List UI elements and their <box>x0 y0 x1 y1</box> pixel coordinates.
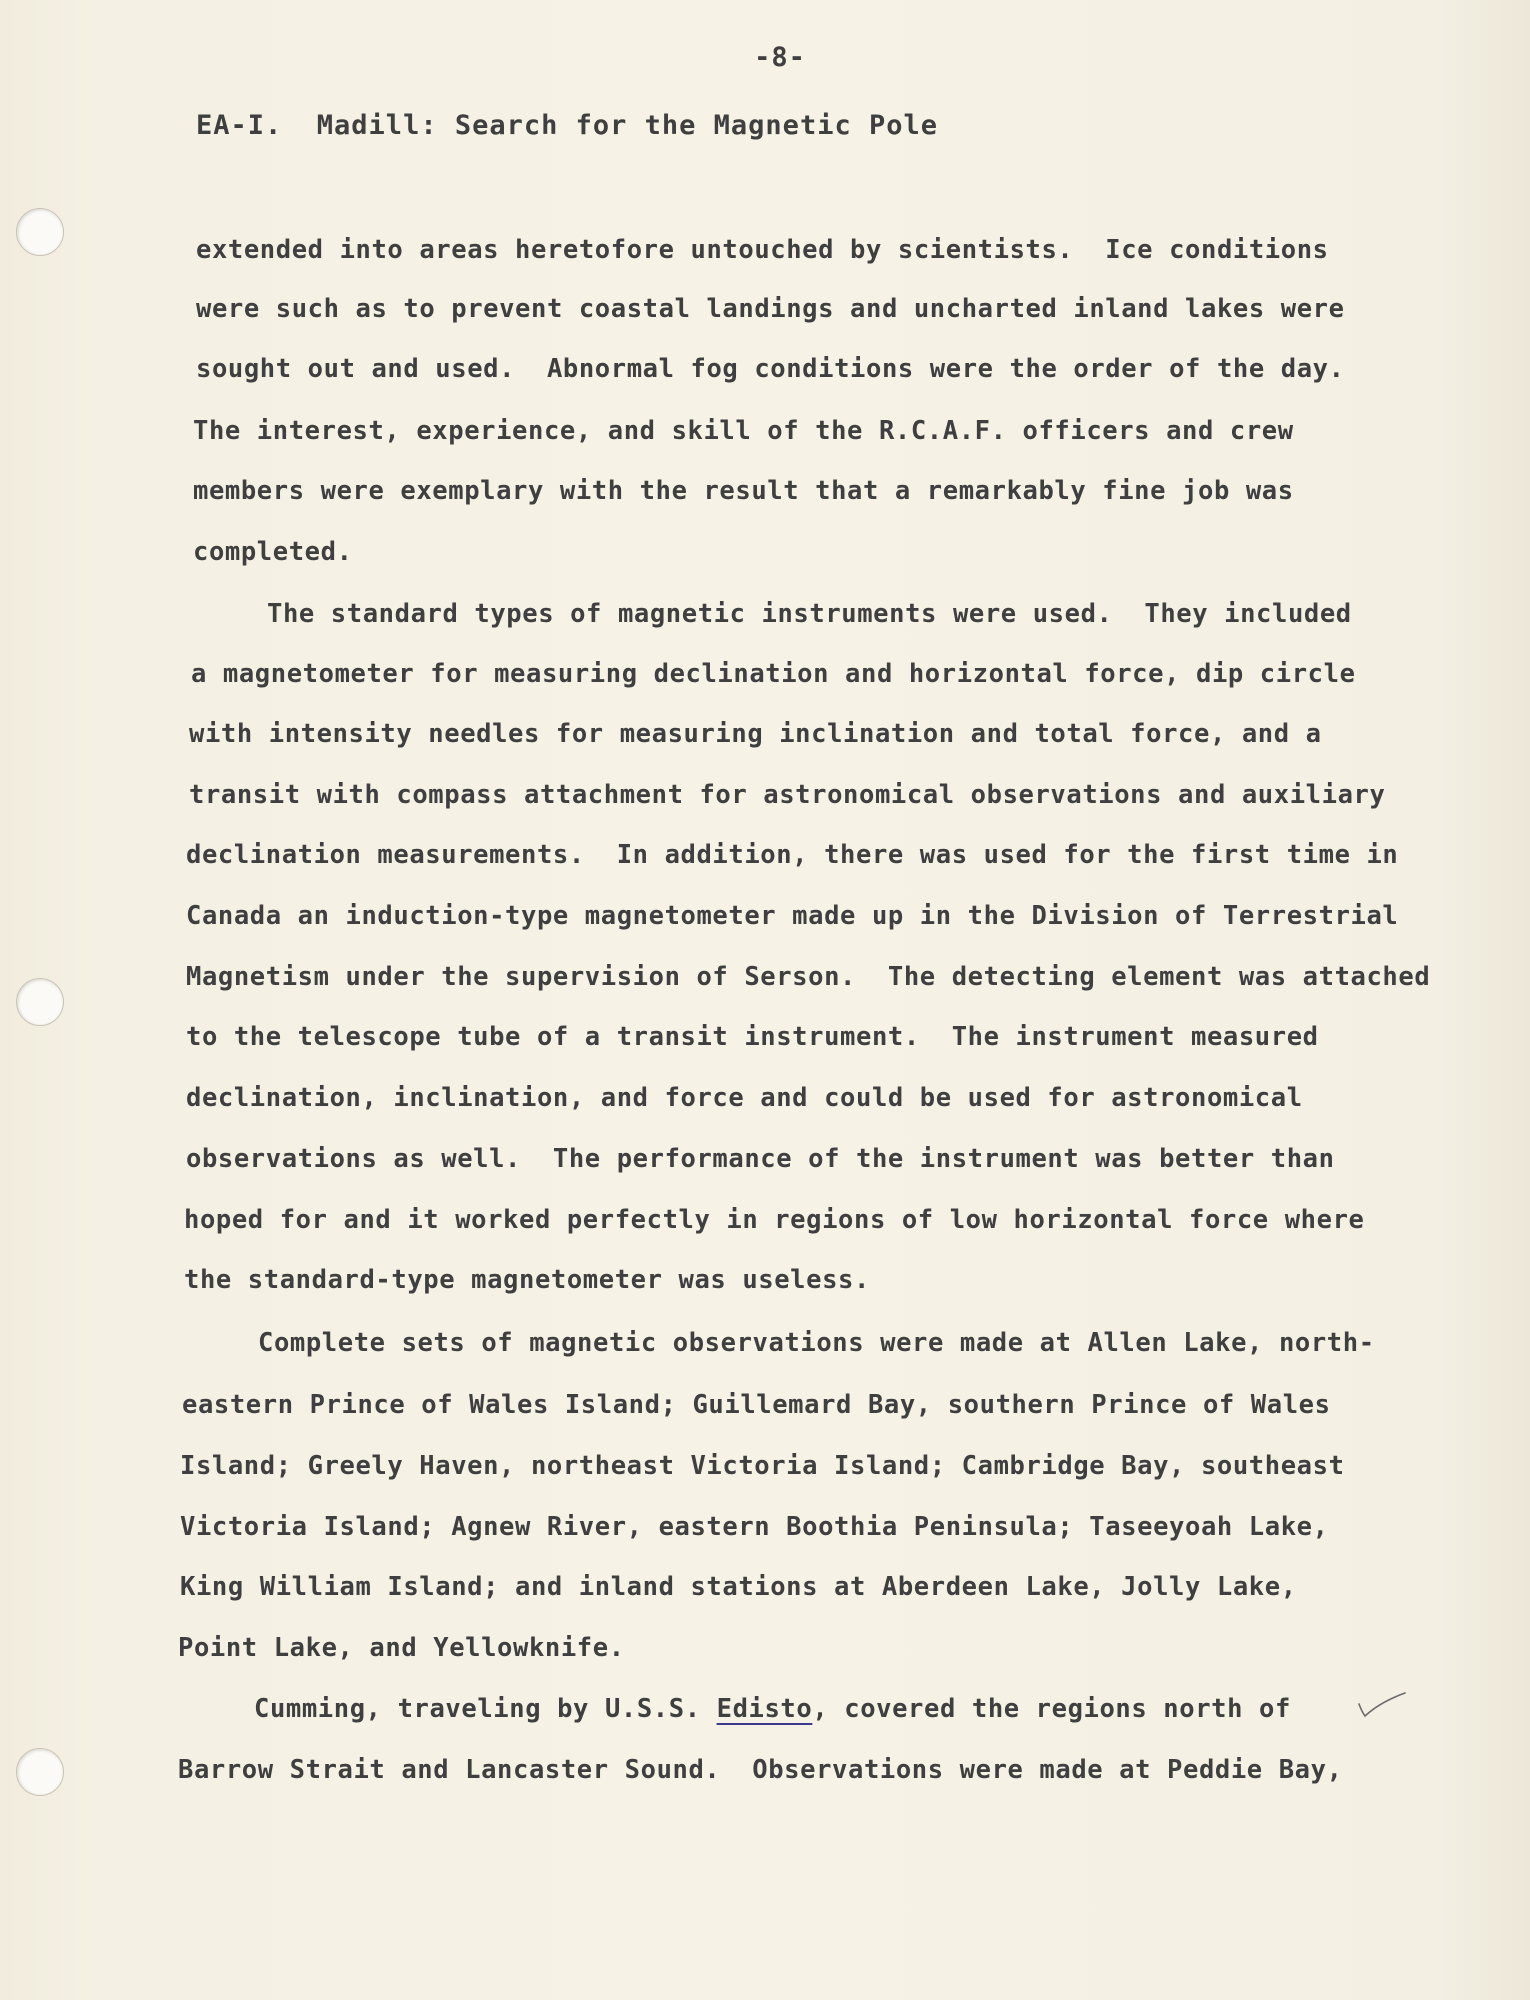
text-line: completed. <box>193 537 353 567</box>
text-line: The interest, experience, and skill of the R.C.A.F. officers and crew <box>193 416 1294 446</box>
text-line: The standard types of magnetic instruments were used. They included <box>267 599 1352 629</box>
text-line: observations as well. The performance of the instrument was better than <box>186 1144 1335 1174</box>
text-line: extended into areas heretofore untouched by scientists. Ice conditions <box>196 235 1329 265</box>
text-line: sought out and used. Abnormal fog conditions were the order of the day. <box>196 354 1345 384</box>
text-line: with intensity needles for measuring inclination and total force, and a <box>189 719 1322 749</box>
text-line: King William Island; and inland stations at Aberdeen Lake, Jolly Lake, <box>180 1572 1297 1602</box>
running-header: EA-I. Madill: Search for the Magnetic Pole <box>196 110 938 141</box>
text-line: eastern Prince of Wales Island; Guillemard Bay, southern Prince of Wales <box>182 1390 1331 1420</box>
text-line: Victoria Island; Agnew River, eastern Boothia Peninsula; Taseeyoah Lake, <box>180 1512 1329 1542</box>
binder-hole <box>16 978 64 1026</box>
text-fragment: Cumming, traveling by U.S.S. <box>254 1694 717 1724</box>
text-fragment: , covered the regions north of <box>812 1694 1291 1724</box>
text-line: to the telescope tube of a transit instrument. The instrument measured <box>186 1022 1319 1052</box>
page-number: -8- <box>754 42 806 73</box>
text-line: Magnetism under the supervision of Serson. The detecting element was attached <box>186 962 1431 992</box>
text-line: the standard-type magnetometer was useless. <box>184 1265 870 1295</box>
text-line: Point Lake, and Yellowknife. <box>178 1633 625 1663</box>
text-line: Island; Greely Haven, northeast Victoria Island; Cambridge Bay, southeast <box>180 1451 1345 1481</box>
text-line: Canada an induction-type magnetometer made up in the Division of Terrestrial <box>186 901 1399 931</box>
text-line: members were exemplary with the result that a remarkably fine job was <box>193 476 1294 506</box>
pencil-check-mark <box>1356 1690 1408 1720</box>
binder-hole <box>16 1748 64 1796</box>
text-line: transit with compass attachment for astronomical observations and auxiliary <box>189 780 1386 810</box>
text-line <box>254 1694 1291 1724</box>
text-line: a magnetometer for measuring declination and horizontal force, dip circle <box>191 659 1356 689</box>
text-line: were such as to prevent coastal landings and uncharted inland lakes were <box>196 294 1345 324</box>
text-line: declination measurements. In addition, there was used for the first time in <box>186 840 1399 870</box>
text-line: hoped for and it worked perfectly in regions of low horizontal force where <box>184 1205 1365 1235</box>
binder-hole <box>16 208 64 256</box>
text-line: declination, inclination, and force and could be used for astronomical <box>186 1083 1303 1113</box>
text-line: Barrow Strait and Lancaster Sound. Observations were made at Peddie Bay, <box>178 1755 1343 1785</box>
text-line: Complete sets of magnetic observations were made at Allen Lake, north- <box>258 1328 1375 1358</box>
ship-name: Edisto <box>716 1694 813 1724</box>
